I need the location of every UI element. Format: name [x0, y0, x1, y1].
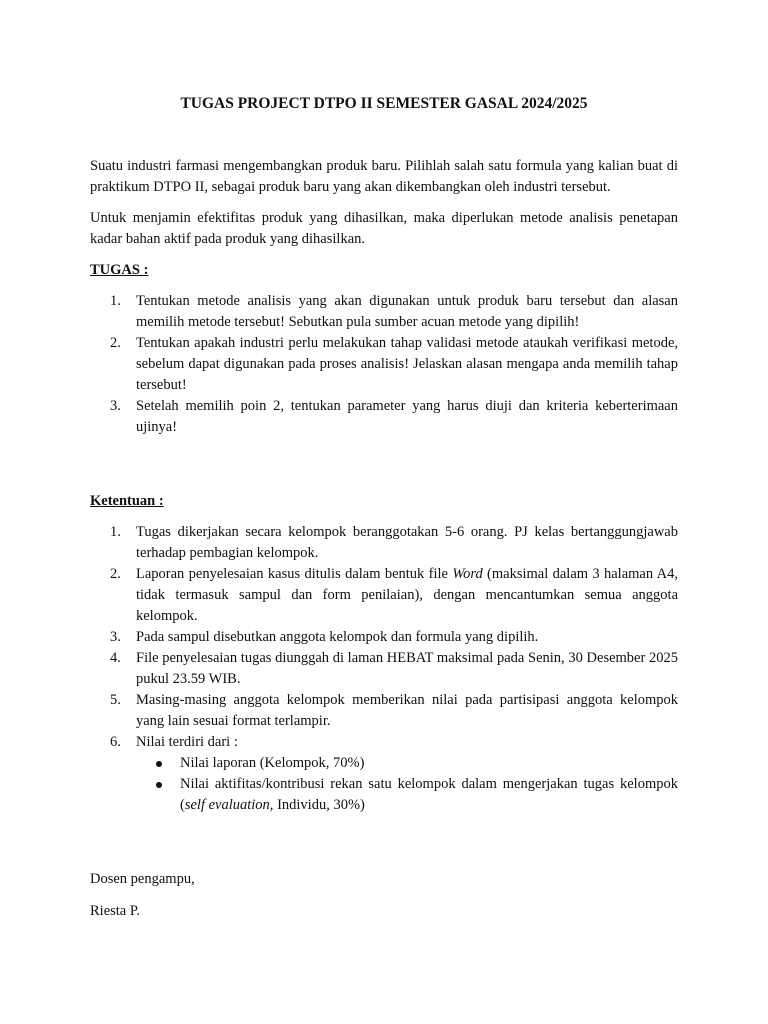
document-title: TUGAS PROJECT DTPO II SEMESTER GASAL 2024/2025 [180, 95, 588, 112]
intro-paragraph-1: Suatu industri farmasi mengembangkan produk baru. Pilihlah salah satu formula yang kalian buat di praktikum DTPO II, sebagai produk baru yang akan dikembangkan oleh industri tersebut. [90, 158, 678, 195]
ketentuan-item-4 [90, 648, 678, 690]
nilai-bullet-list [136, 753, 678, 816]
list-number: 5. [110, 692, 121, 708]
ketentuan-item-text-end: (maksimal dalam 3 halaman A4, tidak termasuk sampul dan form penilaian), dengan mencantumkan semua anggota kelompok. [136, 566, 679, 624]
nilai-bullet-text: Nilai laporan (Kelompok, 70%) [180, 755, 365, 771]
list-number: 2. [110, 566, 121, 582]
ketentuan-item-3 [90, 627, 678, 648]
nilai-bullet-item-2 [136, 774, 678, 816]
closing-line: Dosen pengampu, [90, 871, 195, 887]
nilai-bullet-item-1 [136, 753, 678, 774]
ketentuan-item-text-start: Laporan penyelesaian kasus ditulis dalam bentuk file [136, 566, 453, 582]
list-number: 6. [110, 734, 121, 750]
ketentuan-item-text: Nilai terdiri dari : [136, 734, 238, 750]
list-number: 3. [110, 629, 121, 645]
nilai-bullet-text-end: Individu, 30%) [273, 797, 365, 813]
ketentuan-item-6 [90, 732, 678, 816]
ketentuan-item-text: Masing-masing anggota kelompok memberikan nilai pada partisipasi anggota kelompok yang lain sesuai format terlampir. [136, 692, 678, 729]
list-number: 3. [110, 398, 121, 414]
ketentuan-item-2 [90, 564, 678, 627]
signer-name: Riesta P. [90, 903, 140, 919]
ketentuan-item-text-italic: Word [452, 566, 483, 582]
bullet-icon [156, 761, 162, 767]
ketentuan-list [90, 522, 678, 816]
list-number: 1. [110, 524, 121, 540]
tugas-item-2 [90, 333, 678, 396]
ketentuan-item-text: File penyelesaian tugas diunggah di laman HEBAT maksimal pada Senin, 30 Desember 2025 pukul 23.59 WIB. [136, 650, 678, 687]
intro-paragraph-2: Untuk menjamin efektifitas produk yang dihasilkan, maka diperlukan metode analisis penetapan kadar bahan aktif pada produk yang dihasilkan. [90, 210, 678, 247]
tugas-item-text: Tentukan apakah industri perlu melakukan tahap validasi metode ataukah verifikasi metode, sebelum dapat digunakan pada proses analisis! Jelaskan alasan mengapa anda memilih tahap tersebut! [136, 335, 678, 393]
ketentuan-item-text: Tugas dikerjakan secara kelompok beranggotakan 5-6 orang. PJ kelas bertanggungjawab terhadap pembagian kelompok. [136, 524, 678, 561]
list-number: 1. [110, 293, 121, 309]
tugas-item-text: Tentukan metode analisis yang akan digunakan untuk produk baru tersebut dan alasan memilih metode tersebut! Sebutkan pula sumber acuan metode yang dipilih! [136, 293, 678, 330]
tugas-item-3 [90, 396, 678, 438]
bullet-icon [156, 782, 162, 788]
ketentuan-item-5 [90, 690, 678, 732]
nilai-bullet-text-italic: self evaluation, [184, 797, 274, 813]
nilai-bullet-text-start: Nilai aktifitas/kontribusi rekan satu kelompok dalam mengerjakan tugas kelompok ( [180, 776, 678, 813]
tugas-item-text: Setelah memilih poin 2, tentukan parameter yang harus diuji dan kriteria keberterimaan ujinya! [136, 398, 678, 435]
ketentuan-heading: Ketentuan : [90, 493, 164, 509]
ketentuan-item-text: Pada sampul disebutkan anggota kelompok dan formula yang dipilih. [136, 629, 539, 645]
tugas-heading: TUGAS : [90, 262, 149, 278]
ketentuan-item-1 [90, 522, 678, 564]
list-number: 4. [110, 650, 121, 666]
tugas-list [90, 291, 678, 438]
document-body [90, 156, 678, 816]
list-number: 2. [110, 335, 121, 351]
tugas-item-1 [90, 291, 678, 333]
